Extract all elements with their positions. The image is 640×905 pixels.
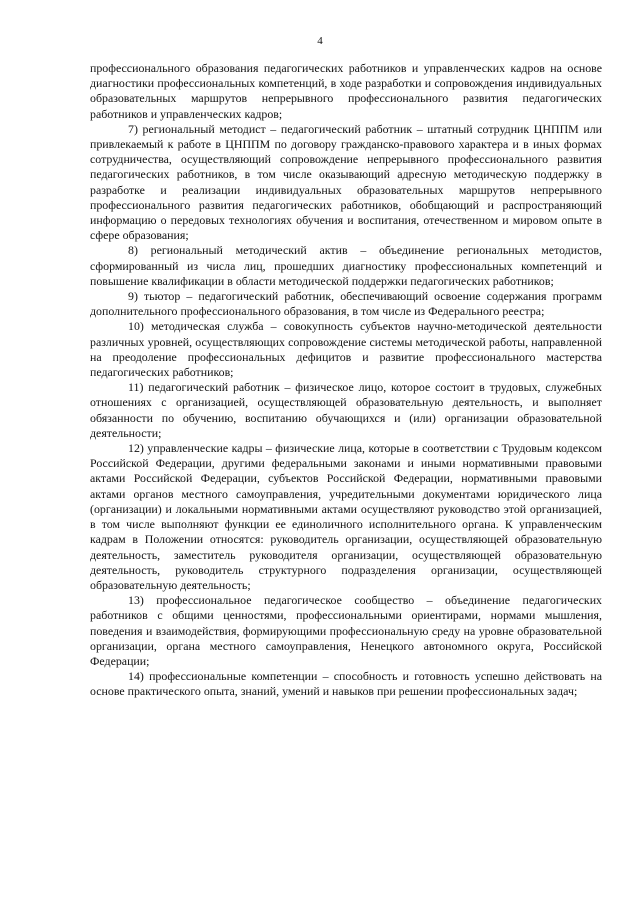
paragraph-7-regional-methodist: 7) региональный методист – педагогический работник – штатный сотрудник ЦНППМ или привлекаемый к работе в ЦНППМ по договору гражданско-правового характера и в иных формах сотрудничества, осуществляющий сопровождение непрерывного профессионального развития педагогических работников, в том числе оказывающий адресную методическую поддержку в разработке и реализации индивидуальных образовательных маршрутов непрерывного профессионального развития педагогических работников, обобщающий и распространяющий информацию о передовых технологиях обучения и воспитания, отечественном и мировом опыте в сфере образования; [90,121,602,243]
page-number: 4 [317,35,323,47]
paragraph-9-tutor: 9) тьютор – педагогический работник, обеспечивающий освоение содержания программ дополнительного профессионального образования, в том числе из Федерального реестра; [90,289,602,319]
paragraph-14-professional-competencies: 14) профессиональные компетенции – способность и готовность успешно действовать на основе практического опыта, знаний, умений и навыков при решении профессиональных задач; [90,669,602,699]
paragraph-8-methodical-asset: 8) региональный методический актив – объединение региональных методистов, сформированный из числа лиц, прошедших диагностику профессиональных компетенций и повышение квалификации в области методической поддержки педагогических работников; [90,243,602,288]
document-body [90,61,602,700]
paragraph-13-professional-community: 13) профессиональное педагогическое сообщество – объединение педагогических работников с общими ценностями, профессиональными ориентирами, нормами мышления, поведения и взаимодействия, формирующими профессиональную среду на уровне образовательной организации, органа местного самоуправления, Ненецкого автономного округа, Российской Федерации; [90,593,602,668]
paragraph-continuation: профессионального образования педагогических работников и управленческих кадров на основе диагностики профессиональных компетенций, в ходе разработки и сопровождения индивидуальных образовательных маршрутов непрерывного профессионального развития педагогических работников и управленческих кадров; [90,61,602,121]
paragraph-10-methodical-service: 10) методическая служба – совокупность субъектов научно-методической деятельности различных уровней, осуществляющих сопровождение системы методической работы, направленной на преодоление профессиональных дефицитов и развитие профессионального мастерства педагогических работников; [90,319,602,380]
paragraph-12-management-staff: 12) управленческие кадры – физические лица, которые в соответствии с Трудовым кодексом Российской Федерации, другими федеральными законами и иными нормативными правовыми актами Российской Федерации, субъектов Российской Федерации, нормативными правовыми актами органов местного самоуправления, учредительными документами юридического лица (организации) и локальными нормативными актами осуществляют руководство этой организацией, в том числе выполняют функции ее единоличного исполнительного органа. К управленческим кадрам в Положении относятся: руководитель организации, осуществляющей образовательную деятельность, заместитель руководителя организации, осуществляющей образовательную деятельность, руководитель структурного подразделения организации, осуществляющей образовательную деятельность; [90,441,602,592]
paragraph-11-pedagogical-worker: 11) педагогический работник – физическое лицо, которое состоит в трудовых, служебных отношениях с организацией, осуществляющей образовательную деятельность, и выполняет обязанности по обучению, воспитанию обучающихся и (или) организации образовательной деятельности; [90,380,602,440]
